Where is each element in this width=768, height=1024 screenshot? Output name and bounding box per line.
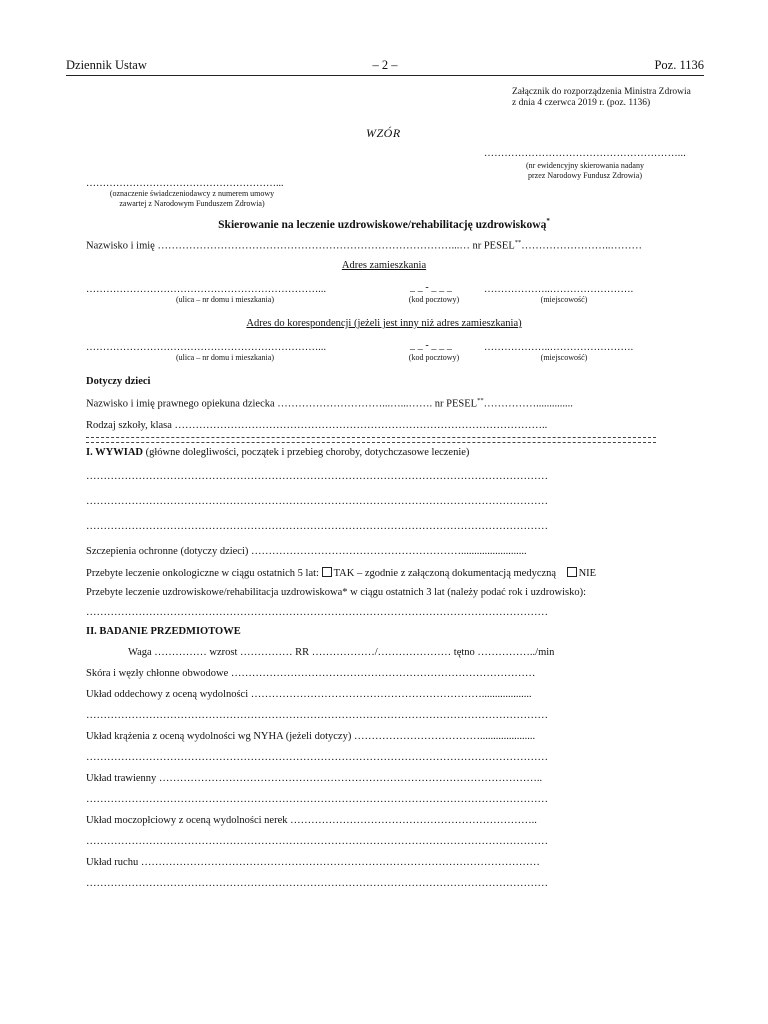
section-divider xyxy=(86,437,656,443)
registry-number-field[interactable]: …………………………………………………... xyxy=(484,148,686,159)
provider-caption xyxy=(86,189,298,208)
section-1-label: I. WYWIAD xyxy=(86,447,143,458)
section-2-heading: II. BADANIE PRZEDMIOTOWE xyxy=(86,626,241,637)
form-title xyxy=(0,217,768,231)
musculoskeletal-row[interactable]: Układ ruchu …………………………………………………………………………………………………… xyxy=(86,857,540,868)
residence-postal-caption: (kod pocztowy) xyxy=(408,295,460,304)
circulatory-extra-line[interactable]: …………………………………………………………………………………………………………………… xyxy=(86,752,548,763)
guardian-label: Nazwisko i imię prawnego opiekuna dziecka …………………………...…...……. nr PESEL xyxy=(86,398,478,410)
guardian-pesel-footnote: ** xyxy=(477,397,484,404)
registry-caption-line-2: przez Narodowy Fundusz Zdrowia) xyxy=(528,170,642,180)
section-1-heading xyxy=(86,447,469,458)
header-rule xyxy=(66,75,704,76)
provider-caption-line-2: zawartej z Narodowym Funduszem Zdrowia) xyxy=(119,198,265,208)
journal-name: Dziennik Ustaw xyxy=(66,58,147,72)
correspondence-city-caption: (miejscowość) xyxy=(540,353,588,362)
circulatory-row[interactable]: Układ krążenia z oceną wydolności wg NYHA (jeżeli dotyczy) ………………………………..................... xyxy=(86,731,536,742)
registry-number-caption xyxy=(500,161,670,180)
pesel-field[interactable]: ……………………..……… xyxy=(521,240,642,252)
children-heading: Dotyczy dzieci xyxy=(86,376,151,387)
annex-line-2: z dnia 4 czerwca 2019 r. (poz. 1136) xyxy=(512,98,651,108)
history-line-1[interactable]: …………………………………………………………………………………………………………………… xyxy=(86,471,548,482)
nie-label: NIE xyxy=(578,568,597,579)
correspondence-address-heading: Adres do korespondencji (jeżeli jest inny niż adres zamieszkania) xyxy=(246,318,522,329)
oncology-row xyxy=(86,567,596,579)
correspondence-street-caption: (ulica – nr domu i mieszkania) xyxy=(176,353,274,362)
nie-checkbox[interactable] xyxy=(567,567,577,577)
respiratory-row[interactable]: Układ oddechowy z oceną wydolności …………………………………………………………................... xyxy=(86,689,532,700)
respiratory-extra-line[interactable]: …………………………………………………………………………………………………………………… xyxy=(86,710,548,721)
urogenital-row[interactable]: Układ moczopłciowy z oceną wydolności nerek …………………………………………………………….. xyxy=(86,815,537,826)
page-number: – 2 – xyxy=(372,58,398,72)
form-title-footnote: * xyxy=(546,217,550,225)
pesel-footnote: ** xyxy=(514,239,522,246)
residence-street-caption: (ulica – nr domu i mieszkania) xyxy=(176,295,274,304)
history-line-3[interactable]: …………………………………………………………………………………………………………………… xyxy=(86,521,548,532)
form-title-text: Skierowanie na leczenie uzdrowiskowe/rehabilitację uzdrowiskową xyxy=(218,218,547,231)
residence-street-field[interactable]: ……………………………………………………………... xyxy=(86,284,327,295)
history-line-2[interactable]: …………………………………………………………………………………………………………………… xyxy=(86,496,548,507)
correspondence-postal-field[interactable]: _ _ - _ _ _ xyxy=(410,340,452,351)
urogenital-extra-line[interactable]: …………………………………………………………………………………………………………………… xyxy=(86,836,548,847)
correspondence-street-field[interactable]: ……………………………………………………………... xyxy=(86,342,327,353)
residence-city-caption: (miejscowość) xyxy=(540,295,588,304)
residence-city-field[interactable]: ………………..……………………. xyxy=(484,284,634,295)
musculoskeletal-extra-line[interactable]: …………………………………………………………………………………………………………………… xyxy=(86,878,548,889)
name-pesel-row[interactable] xyxy=(86,239,642,252)
section-1-description: (główne dolegliwości, początek i przebieg choroby, dotychczasowe leczenie) xyxy=(142,447,470,458)
vaccination-row[interactable]: Szczepienia ochronne (dotyczy dzieci) ……………………………………………………......................... xyxy=(86,546,527,557)
oncology-label: Przebyte leczenie onkologiczne w ciągu ostatnich 5 lat: xyxy=(86,568,322,579)
guardian-pesel-field[interactable]: …………….............. xyxy=(483,398,573,410)
skin-row[interactable]: Skóra i węzły chłonne obwodowe …………………………………………………………………………… xyxy=(86,668,536,679)
template-label: WZÓR xyxy=(366,126,401,140)
tak-checkbox[interactable] xyxy=(322,567,332,577)
position-number: Poz. 1136 xyxy=(654,58,704,72)
residence-postal-field[interactable]: _ _ - _ _ _ xyxy=(410,282,452,293)
vitals-row[interactable]: Waga …………… wzrost …………… RR ………………/………………… tętno ……………../min xyxy=(128,647,555,658)
correspondence-city-field[interactable]: ………………..……………………. xyxy=(484,342,634,353)
guardian-row[interactable] xyxy=(86,397,573,410)
name-pesel-label: Nazwisko i imię …………………………………………………………………………...… nr PESEL xyxy=(86,240,515,252)
digestive-row[interactable]: Układ trawienny ……………………………………………………………………………………………….. xyxy=(86,773,543,784)
tak-label: TAK – zgodnie z załączoną dokumentacją medyczną xyxy=(333,568,557,579)
correspondence-postal-caption: (kod pocztowy) xyxy=(408,353,460,362)
residence-address-heading: Adres zamieszkania xyxy=(341,260,427,271)
provider-caption-line-1: (oznaczenie świadczeniodawcy z numerem umowy xyxy=(109,189,275,198)
provider-field[interactable]: …………………………………………………... xyxy=(86,178,284,189)
page-header xyxy=(66,58,704,74)
digestive-extra-line[interactable]: …………………………………………………………………………………………………………………… xyxy=(86,794,548,805)
spa-history-row: Przebyte leczenie uzdrowiskowe/rehabilitacja uzdrowiskowa* w ciągu ostatnich 3 lat (należy podać rok i uzdrowisko): xyxy=(86,587,587,598)
annex-line-1: Załącznik do rozporządzenia Ministra Zdrowia xyxy=(512,87,691,97)
registry-caption-line-1: (nr ewidencyjny skierowania nadany xyxy=(526,161,644,170)
spa-history-field[interactable]: …………………………………………………………………………………………………………………… xyxy=(86,607,548,618)
school-row[interactable]: Rodzaj szkoły, klasa …………………………………………………………………………………………….. xyxy=(86,420,548,431)
annex-note xyxy=(512,87,702,109)
